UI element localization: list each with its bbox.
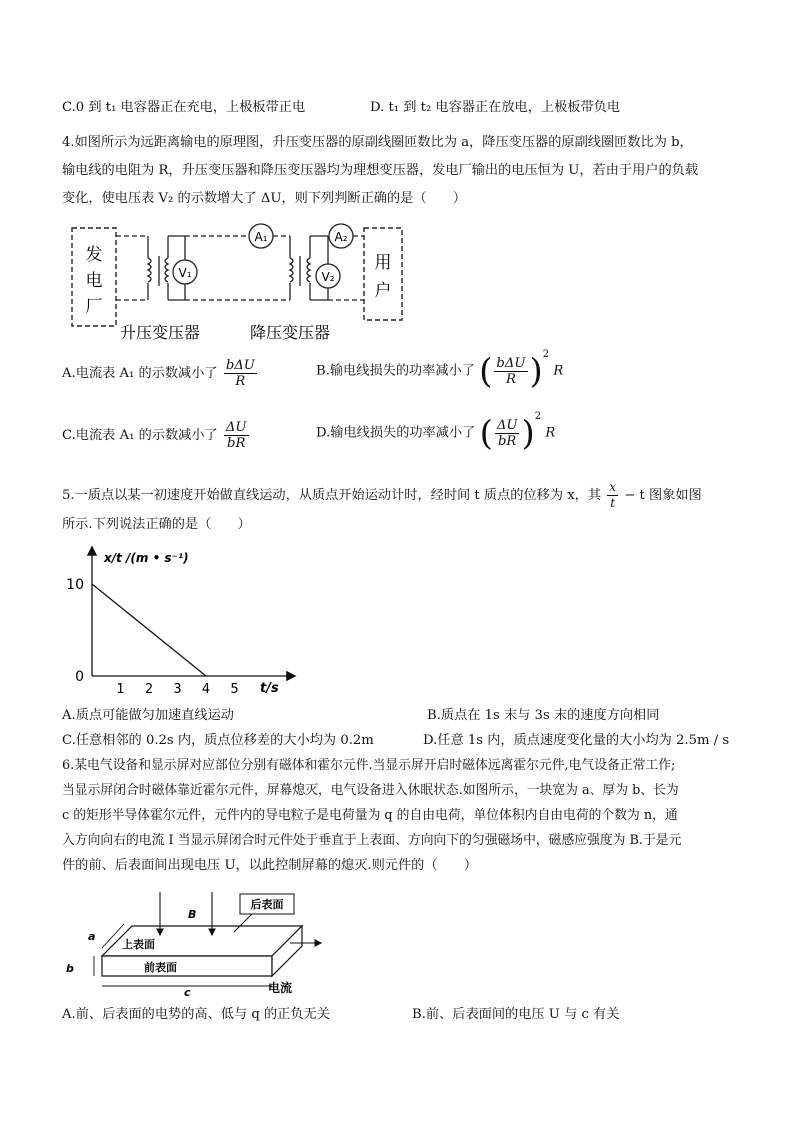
q6-option-b: B.前、后表面间的电压 U 与 c 有关 [412, 1007, 620, 1022]
q6-stem-line2: 当显示屏闭合时磁体靠近霍尔元件，屏幕熄灭，电气设备进入休眠状态.如图所示，一块宽为 a、厚为 b、长为 [62, 783, 679, 798]
dim-b-label: b [66, 962, 74, 975]
top-surface-label: 上表面 [122, 938, 155, 951]
a2-label: A₂ [334, 230, 348, 244]
q3-option-c: C.0 到 t₁ 电容器正在充电，上极板带正电 [62, 100, 306, 115]
front-face [102, 956, 272, 976]
x-tick-label-5: 5 [230, 682, 239, 697]
q5-stem-post: − t 图象如图 [624, 488, 702, 503]
q4-stem-line1: 4.如图所示为远距离输电的原理图，升压变压器的原副线圈匝数比为 a，降压变压器的原副线圈匝数比为 b， [62, 135, 693, 150]
q4-option-c-text: C.电流表 A₁ 的示数减小了 [62, 428, 218, 443]
plant-char-2: 电 [85, 271, 103, 291]
dim-a-label: a [88, 930, 96, 943]
q5-stem-line2: 所示.下列说法正确的是（ ） [62, 517, 251, 532]
user-box [364, 228, 402, 320]
q5-frac-den: t [610, 496, 616, 510]
x-tick-label-2: 2 [144, 682, 154, 697]
q4-option-b-den: R [506, 372, 516, 387]
q4-option-b: B.输电线损失的功率减小了 ( $\frac{\text{bΔU}}{R}$ )$^2$ R [316, 349, 564, 392]
q4-option-a-den: R [235, 374, 246, 389]
user-char-1: 用 [374, 253, 392, 273]
q5-option-d: D.任意 1s 内，质点速度变化量的大小均为 2.5m / s [423, 733, 730, 748]
q5-option-b: B.质点在 1s 末与 3s 末的速度方向相同 [427, 708, 660, 723]
x-over-t-vs-t-chart [60, 540, 300, 700]
plant-char-1: 发 [85, 245, 103, 265]
dim-c-label: c [184, 986, 191, 998]
x-tick-label-3: 3 [173, 682, 182, 697]
q4-option-d-num: ΔU [496, 418, 518, 433]
user-char-2: 户 [374, 281, 392, 301]
q4-option-a [62, 358, 259, 389]
q4-option-b-num: bΔU [496, 356, 526, 371]
plant-char-3: 厂 [85, 297, 103, 317]
q4-option-d-den: bR [497, 434, 517, 449]
y-axis-label: x/t /(m • s⁻¹) [104, 551, 189, 565]
y-tick-label-10: 10 [66, 577, 84, 593]
q4-option-d-text: D.输电线损失的功率减小了 [316, 425, 476, 441]
transmission-circuit-diagram [68, 218, 408, 343]
current-label: 电流 [268, 981, 293, 995]
q5-frac-num: x [609, 480, 617, 494]
q4-option-d: D.输电线损失的功率减小了 ( $\frac{\Delta U}{bR}$ )$^2$ R [316, 411, 556, 454]
x-tick-label-4: 4 [201, 682, 211, 697]
q4-option-c-num: ΔU [225, 420, 247, 435]
step-down-label: 降压变压器 [249, 323, 331, 342]
q3-option-d: D. t₁ 到 t₂ 电容器正在放电，上极板带负电 [370, 100, 621, 115]
step-up-label: 升压变压器 [119, 323, 201, 342]
a1-label: A₁ [254, 230, 268, 244]
q4-option-d-r: R [545, 425, 556, 441]
q4-option-b-text: B.输电线损失的功率减小了 [316, 363, 475, 379]
q5-option-c: C.任意相邻的 0.2s 内，质点位移差的大小均为 0.2m [62, 733, 374, 748]
v2-label: V₂ [321, 270, 335, 284]
q6-stem-line5: 件的前、后表面间出现电压 U，以此控制屏幕的熄灭.则元件的（ ） [62, 858, 478, 873]
back-surface-label: 后表面 [250, 898, 284, 911]
b-field-label: B [188, 908, 197, 921]
q4-option-c-den: bR [227, 436, 246, 451]
hall-element-diagram [62, 888, 322, 998]
q6-stem-line3: c 的矩形半导体霍尔元件，元件内的导电粒子是电荷量为 q 的自由电荷，单位体积内自由电荷的个数为 n，通 [62, 808, 678, 823]
q4-option-b-r: R [553, 363, 564, 379]
q5-option-a: A.质点可能做匀加速直线运动 [62, 708, 234, 723]
q4-stem-line2: 输电线的电阻为 R，升压变压器和降压变压器均为理想变压器，发电厂输出的电压恒为 U，若由于用户的负载 [62, 163, 699, 178]
x-tick-label-1: 1 [116, 682, 125, 697]
q4-option-d-square: 2 [534, 411, 542, 422]
q6-stem-line1: 6.某电气设备和显示屏对应部位分别有磁体和霍尔元件.当显示屏开启时磁体远离霍尔元件,电气设备正常工作; [62, 758, 676, 773]
y-tick-label-0: 0 [75, 669, 84, 685]
v1-label: V₁ [178, 266, 192, 280]
q5-stem-text: 5.一质点以某一初速度开始做直线运动，从质点开始运动计时，经时间 t 质点的位移为 x，其 [62, 488, 602, 503]
q4-stem-line3: 变化，使电压表 V₂ 的示数增大了 ΔU，则下列判断正确的是（ ） [62, 191, 467, 206]
series-line-0 [92, 584, 206, 676]
q4-option-a-text: A.电流表 A₁ 的示数减小了 [62, 366, 218, 381]
q6-option-a: A.前、后表面的电势的高、低与 q 的正负无关 [62, 1007, 330, 1022]
q6-stem-line4: 入方向向右的电流 I 当显示屏闭合时元件处于垂直于上表面、方向向下的匀强磁场中，磁感应强度为 B.于是元 [62, 833, 682, 848]
x-axis-label: t/s [260, 681, 279, 696]
q4-option-c [62, 420, 251, 451]
q4-option-a-num: bΔU [225, 358, 255, 373]
front-surface-label: 前表面 [144, 961, 177, 974]
q5-stem-line1 [62, 480, 702, 511]
q4-option-b-square: 2 [542, 349, 550, 360]
